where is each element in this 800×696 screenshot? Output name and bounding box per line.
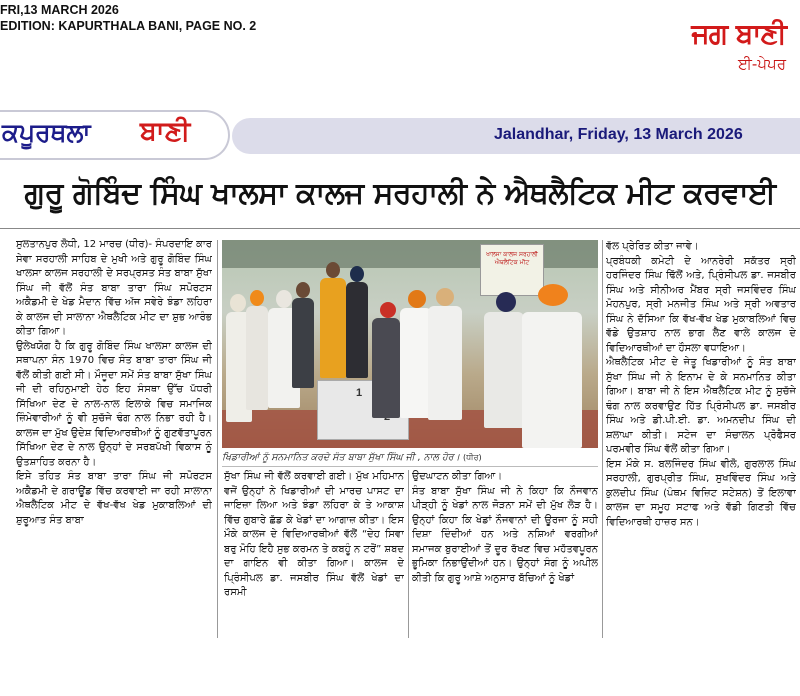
brand-logo: ਜਗ ਬਾਣੀ	[691, 17, 786, 50]
paragraph: ਪ੍ਰਬੰਧਕੀ ਕਮੇਟੀ ਦੇ ਆਨਰੇਰੀ ਸਕੱਤਰ ਸ੍ਰੀ ਹਰਜਿੰਦਰ ਸਿੰਘ ਢਿੱਲੋਂ ਅਤੇ, ਪ੍ਰਿੰਸੀਪਲ ਡਾ. ਜਸਬੀਰ ਸਿੰਘ ਅਤੇ ਸੀਨੀਅਰ ਮੈਂਬਰ ਸ੍ਰੀ ਜਸਵਿੰਦਰ ਸਿੰਘ ਮੋਹਨਪੁਰ, ਸ੍ਰੀ ਮਨਜੀਤ ਸਿੰਘ ਅਤੇ ਸ੍ਰੀ ਅਵਤਾਰ ਸਿੰਘ ਨੇ ਦੱਸਿਆ ਕਿ ਵੱਖ-ਵੱਖ ਖੇਡ ਮੁਕਾਬਲਿਆਂ ਵਿਚ ਵੱਡੇ ਉਤਸ਼ਾਹ ਨਾਲ ਭਾਗ ਲੈਣ ਵਾਲੇ ਕਾਲਜ ਦੇ ਵਿਦਿਆਰਥੀਆਂ ਦਾ ਹੌਸਲਾ ਵਧਾਇਆ।	[606, 255, 796, 354]
photo-banner-text: ਖਾਲਸਾ ਕਾਲਜ ਸਰਹਾਲੀ ਐਥਲੈਟਿਕ ਮੀਟ	[486, 251, 538, 266]
dateline: Jalandhar, Friday, 13 March 2026	[494, 126, 743, 143]
photo-banner	[480, 244, 544, 296]
headline-rule	[0, 228, 800, 229]
column-divider	[408, 470, 409, 638]
photo-caption	[222, 452, 598, 463]
article-column-4	[606, 240, 796, 638]
paragraph: ਐਥਲੈਟਿਕ ਮੀਟ ਦੇ ਜੇਤੂ ਖਿਡਾਰੀਆਂ ਨੂੰ ਸੰਤ ਬਾਬਾ ਸੁੱਖਾ ਸਿੰਘ ਜੀ ਨੇ ਇਨਾਮ ਦੇ ਕੇ ਸਨਮਾਨਿਤ ਕੀਤਾ ਗਿਆ। ਬਾਬਾ ਜੀ ਨੇ ਇਸ ਐਥਲੈਟਿਕ ਮੀਟ ਨੂੰ ਸੁਚੱਜੇ ਢੰਗ ਨਾਲ ਕਰਵਾਉਣ ਹਿੱਤ ਪ੍ਰਿੰਸੀਪਲ ਡਾ. ਜਸਬੀਰ ਸਿੰਘ ਅਤੇ ਡੀ.ਪੀ.ਈ. ਡਾ. ਅਮਨਦੀਪ ਸਿੰਘ ਦੀ ਸ਼ਲਾਘਾ ਕੀਤੀ। ਸਟੇਜ ਦਾ ਸੰਚਾਲਨ ਪ੍ਰੋਫੈਸਰ ਪਰਮਵੀਰ ਸਿੰਘ ਵੱਲੋਂ ਕੀਤਾ ਗਿਆ।	[606, 357, 796, 455]
edition-info	[0, 2, 256, 34]
section-band	[0, 110, 800, 160]
section-logo-box	[0, 110, 230, 160]
caption-text: ਖਿਡਾਰੀਆਂ ਨੂੰ ਸਨਮਾਨਿਤ ਕਰਦੇ ਸੰਤ ਬਾਬਾ ਸੁੱਖਾ ਸਿੰਘ ਜੀ , ਨਾਲ ਹੋਰ।	[222, 452, 460, 463]
article-column-3	[412, 470, 598, 638]
paragraph: ਉਦਘਾਟਨ ਕੀਤਾ ਗਿਆ।	[412, 471, 503, 482]
section-logo-part-b: ਬਾਣੀ	[140, 116, 191, 147]
section-logo-part-a: ਕਪੂਰਥਲਾ	[2, 118, 91, 147]
brand	[691, 18, 786, 74]
edition-date: FRI,13 MARCH 2026	[0, 3, 119, 17]
podium-number-1: 1	[356, 387, 363, 399]
paragraph: ਇਸ ਮੌਕੇ ਸ. ਬਲਜਿੰਦਰ ਸਿੰਘ ਵੀਲੋ, ਗੁਰਲਾਲ ਸਿੰਘ ਸਰਹਾਲੀ, ਗੁਰਪ੍ਰੀਤ ਸਿੰਘ, ਸੁਖਵਿੰਦਰ ਸਿੰਘ ਅਤੇ ਕੁਲਦੀਪ ਸਿੰਘ (ਪੰਥਮ ਵਿਜ਼ਿਟ ਸਟੇਸ਼ਨ) ਤੋਂ ਇਲਾਵਾ ਕਾਲਜ ਦਾ ਸਮੂਹ ਸਟਾਫ ਅਤੇ ਵੱਡੀ ਗਿਣਤੀ ਵਿੱਚ ਵਿਦਿਆਰਥੀ ਹਾਜ਼ਰ ਸਨ।	[606, 458, 796, 528]
paragraph: ਵੱਲ ਪ੍ਰੇਰਿਤ ਕੀਤਾ ਜਾਵੇ।	[606, 241, 699, 252]
paragraph: ਉਲੇਖਯੋਗ ਹੈ ਕਿ ਗੁਰੂ ਗੋਬਿੰਦ ਸਿੰਘ ਖਾਲਸਾ ਕਾਲਜ ਦੀ ਸਥਾਪਨਾ ਸੰਨ 1970 ਵਿਚ ਸੰਤ ਬਾਬਾ ਤਾਰਾ ਸਿੰਘ ਜੀ ਵੱਲੋਂ ਕੀਤੀ ਗਈ ਸੀ। ਮੌਜੂਦਾ ਸਮੇਂ ਸੰਤ ਬਾਬਾ ਸੁੱਖਾ ਸਿੰਘ ਜੀ ਦੀ ਰਹਿਨੁਮਾਈ ਹੇਠ ਇਹ ਸੰਸਥਾ ਉੱਚ ਪੱਧਰੀ ਸਿੱਖਿਆ ਦੇਣ ਦੇ ਨਾਲ-ਨਾਲ ਇਲਾਕੇ ਵਿਚ ਸਮਾਜਿਕ ਜ਼ਿੰਮੇਵਾਰੀਆਂ ਨੂੰ ਵੀ ਸੁਚੱਜੇ ਢੰਗ ਨਾਲ ਨਿਭਾ ਰਹੀ ਹੈ। ਕਾਲਜ ਦਾ ਮੁੱਖ ਉਦੇਸ਼ ਵਿਦਿਆਰਥੀਆਂ ਨੂੰ ਗੁਣਵੱਤਾਪੂਰਨ ਸਿੱਖਿਆ ਦੇਣ ਦੇ ਨਾਲ ਉਨ੍ਹਾਂ ਦੇ ਸਰਬਪੱਖੀ ਵਿਕਾਸ ਨੂੰ ਉਤਸ਼ਾਹਿਤ ਕਰਨਾ ਹੈ।	[16, 340, 212, 468]
caption-rule	[222, 466, 598, 467]
paragraph: ਸੰਤ ਬਾਬਾ ਸੁੱਖਾ ਸਿੰਘ ਜੀ ਨੇ ਕਿਹਾ ਕਿ ਨੌਜਵਾਨ ਪੀੜ੍ਹੀ ਨੂੰ ਖੇਡਾਂ ਨਾਲ ਜੋੜਨਾ ਸਮੇਂ ਦੀ ਮੁੱਖ ਲੋੜ ਹੈ। ਉਨ੍ਹਾਂ ਕਿਹਾ ਕਿ ਖੇਡਾਂ ਨੌਜਵਾਨਾਂ ਦੀ ਊਰਜਾ ਨੂੰ ਸਹੀ ਦਿਸ਼ਾ ਦਿੰਦੀਆਂ ਹਨ ਅਤੇ ਨਸ਼ਿਆਂ ਵਰਗੀਆਂ ਸਮਾਜਕ ਬੁਰਾਈਆਂ ਤੋਂ ਦੂਰ ਰੱਖਣ ਵਿਚ ਮਹੱਤਵਪੂਰਨ ਭੂਮਿਕਾ ਨਿਭਾਉਂਦੀਆਂ ਹਨ। ਉਨ੍ਹਾਂ ਸੰਗ ਨੂੰ ਅਪੀਲ ਕੀਤੀ ਕਿ ਗੁਰੂ ਆਸ਼ੇ ਅਨੁਸਾਰ ਬੱਚਿਆਂ ਨੂੰ ਖੇਡਾਂ	[412, 485, 598, 584]
paragraph: ਇਸੇ ਤਹਿਤ ਸੰਤ ਬਾਬਾ ਤਾਰਾ ਸਿੰਘ ਜੀ ਸਪੋਰਟਸ ਅਕੈਡਮੀ ਦੇ ਗਰਾਊਂਡ ਵਿੱਚ ਕਰਵਾਈ ਜਾ ਰਹੀ ਸਾਲਾਨਾ ਐਥਲੈਟਿਕ ਮੀਟ ਦੇ ਵੱਖ-ਵੱਖ ਖੇਡ ਮੁਕਾਬਲਿਆਂ ਦੀ ਸ਼ੁਰੂਆਤ ਸੰਤ ਬਾਬਾ	[16, 471, 212, 526]
article-headline: ਗੁਰੂ ਗੋਬਿੰਦ ਸਿੰਘ ਖਾਲਸਾ ਕਾਲਜ ਸਰਹਾਲੀ ਨੇ ਐਥਲੈਟਿਕ ਮੀਟ ਕਰਵਾਈ	[24, 176, 776, 211]
brand-subtitle: ਈ-ਪੇਪਰ	[738, 55, 786, 73]
paragraph: ਸੁੱਖਾ ਸਿੰਘ ਜੀ ਵੱਲੋਂ ਕਰਵਾਈ ਗਈ। ਮੁੱਖ ਮਹਿਮਾਨ ਵਜੋਂ ਉਨ੍ਹਾਂ ਨੇ ਖਿਡਾਰੀਆਂ ਦੀ ਮਾਰਚ ਪਾਸਟ ਦਾ ਜਾਇਜ਼ਾ ਲਿਆ ਅਤੇ ਝੰਡਾ ਲਹਿਰਾ ਕੇ ਤੇ ਆਕਾਸ਼ ਵਿੱਚ ਗੁਬਾਰੇ ਛੱਡ ਕੇ ਖੇਡਾਂ ਦਾ ਆਗਾਜ਼ ਕੀਤਾ। ਇਸ ਮੌਕੇ ਕਾਲਜ ਦੇ ਵਿਦਿਆਰਥੀਆਂ ਵੱਲੋਂ “ਦੇਹ ਸਿਵਾ ਬਰੁ ਮੋਹਿ ਇਹੈ ਸੁਭ ਕਰਮਨ ਤੇ ਕਬਹੂੰ ਨ ਟਰੋਂ” ਸ਼ਬਦ ਦਾ ਗਾਇਨ ਵੀ ਕੀਤਾ ਗਿਆ। ਕਾਲਜ ਦੇ ਪ੍ਰਿੰਸੀਪਲ ਡਾ. ਜਸਬੀਰ ਸਿੰਘ ਵੱਲੋਂ ਖੇਡਾਂ ਦਾ ਰਸਮੀ	[224, 471, 404, 598]
column-divider	[217, 240, 218, 638]
article-column-2	[224, 470, 404, 638]
dateline-bar	[232, 118, 800, 154]
edition-name: EDITION: KAPURTHALA BANI, PAGE NO. 2	[0, 19, 257, 33]
paragraph: ਸੁਲਤਾਨਪੁਰ ਲੋਧੀ, 12 ਮਾਰਚ (ਧੀਰ)- ਸੰਪਰਦਾਇ ਕਾਰ ਸੇਵਾ ਸਰਹਾਲੀ ਸਾਹਿਬ ਦੇ ਮੁਖੀ ਅਤੇ ਗੁਰੂ ਗੋਬਿੰਦ ਸਿੰਘ ਖਾਲਸਾ ਕਾਲਜ ਸਰਹਾਲੀ ਦੇ ਸਰਪ੍ਰਸਤ ਸੰਤ ਬਾਬਾ ਸੁੱਖਾ ਸਿੰਘ ਜੀ ਵੱਲੋਂ ਸੰਤ ਬਾਬਾ ਤਾਰਾ ਸਿੰਘ ਸਪੋਰਟਸ ਅਕੈਡਮੀ ਦੇ ਖੇਡ ਮੈਦਾਨ ਵਿੱਚ ਅੱਜ ਸਵੇਰੇ ਝੰਡਾ ਲਹਿਰਾ ਕੇ ਕਾਲਜ ਦੀ ਸਾਲਾਨਾ ਐਥਲੈਟਿਕ ਮੀਟ ਦਾ ਸ਼ੁਭ ਆਰੰਭ ਕੀਤਾ ਗਿਆ।	[16, 239, 212, 337]
article-photo	[222, 240, 598, 448]
article-column-1	[16, 238, 212, 638]
column-divider	[602, 240, 603, 638]
caption-credit: (ਧੀਰ)	[462, 453, 482, 462]
